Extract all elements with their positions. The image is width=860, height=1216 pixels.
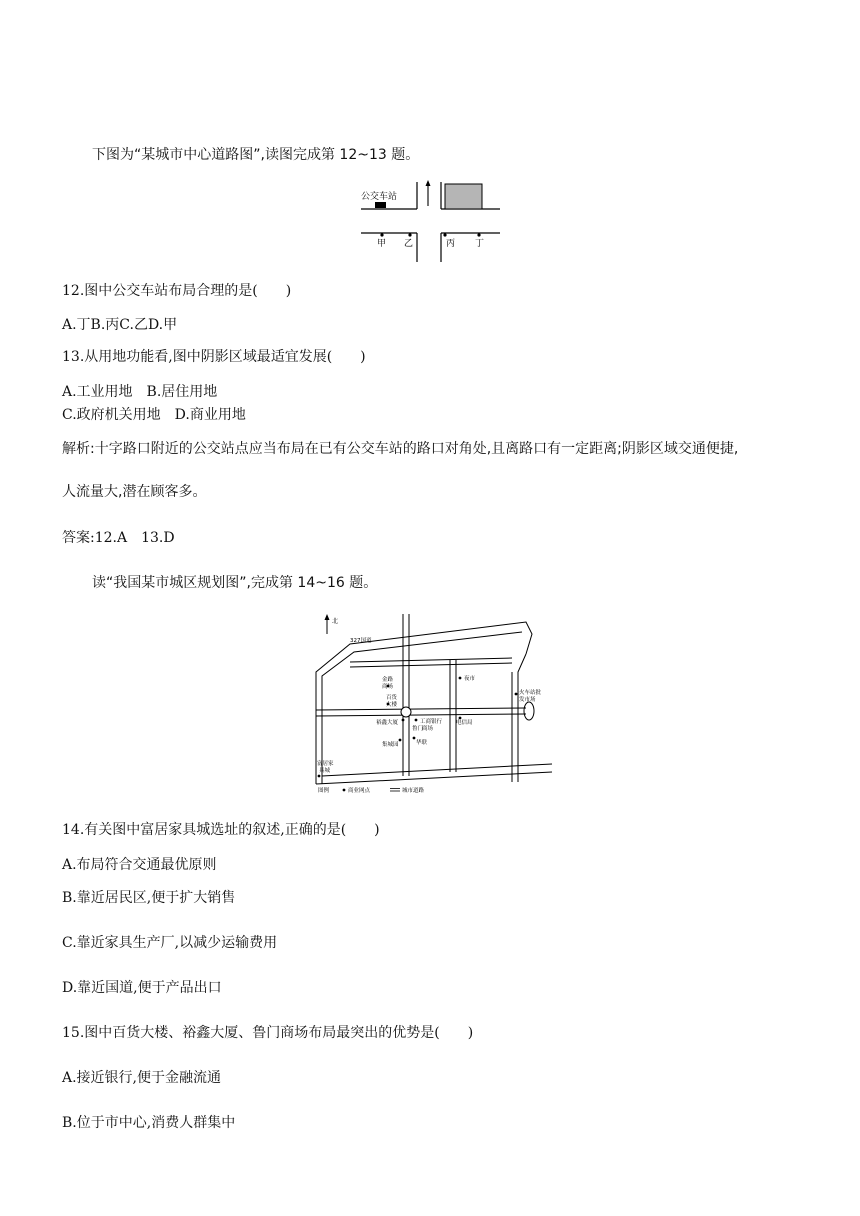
main-road <box>316 708 526 716</box>
label-huoche-2: 发市场 <box>519 697 536 703</box>
label-dianxin: 电信局 <box>456 720 473 726</box>
intro-text-14-16: 读“我国某市城区规划图”,完成第 14~16 题。 <box>92 575 378 591</box>
label-huashi: 华联 <box>416 740 428 746</box>
label-fuju-2: 具城 <box>319 768 331 774</box>
question-15-option-a: A.接近银行,便于金融流通 <box>62 1070 222 1086</box>
label-lumen-1: 鲁门 <box>412 726 424 732</box>
stop-point-ding <box>477 233 480 236</box>
city-road-figure <box>355 176 505 266</box>
city-planning-map <box>302 612 554 798</box>
label-yuxin: 裕鑫大厦 <box>376 720 399 726</box>
legend-point-icon <box>343 789 346 792</box>
question-13-stem: 13.从用地功能看,图中阴影区域最适宜发展( ) <box>62 349 366 365</box>
label-bing: 丙 <box>446 239 456 249</box>
label-jinlu-2: 商场 <box>382 684 394 690</box>
vertical-roads <box>350 614 512 776</box>
question-12-stem: 12.图中公交车站布局合理的是( ) <box>62 283 292 299</box>
question-13-options-row1: A.工业用地 B.居住用地 <box>62 384 218 400</box>
label-ding: 丁 <box>475 239 485 249</box>
question-15-option-b: B.位于市中心,消费人群集中 <box>62 1115 236 1131</box>
label-baihuo-2: 大楼 <box>386 702 398 708</box>
question-14-option-d: D.靠近国道,便于产品出口 <box>62 980 222 996</box>
shaded-area <box>445 184 482 209</box>
stop-point-bing <box>443 233 446 236</box>
label-fuju-1: 富居家 <box>317 761 334 767</box>
arrow-head-icon <box>426 180 431 186</box>
question-14-option-c: C.靠近家具生产厂,以减少运输费用 <box>62 935 278 951</box>
label-baihuo-1: 百货 <box>386 695 398 701</box>
intro-text-12-13: 下图为“某城市中心道路图”,读图完成第 12~13 题。 <box>92 147 420 163</box>
legend-title: 图例 <box>318 788 330 794</box>
bus-stop-label: 公交车站 <box>361 192 398 202</box>
label-jicheng: 集城园 <box>382 742 399 748</box>
question-14-stem: 14.有关图中富居家具城选址的叙述,正确的是( ) <box>62 822 380 838</box>
legend-point-label: 商业网点 <box>348 788 371 794</box>
question-15-stem: 15.图中百货大楼、裕鑫大厦、鲁门商场布局最突出的优势是( ) <box>62 1025 474 1041</box>
question-14-option-b: B.靠近居民区,便于扩大销售 <box>62 890 236 906</box>
question-12-options: A.丁B.丙C.乙D.甲 <box>62 317 178 333</box>
stop-point-yi <box>408 233 411 236</box>
label-jinlu-1: 金路 <box>382 677 394 683</box>
label-gongshang: 工商银行 <box>420 719 443 725</box>
road-327-label: 327国道 <box>350 638 372 644</box>
analysis-line-1: 解析:十字路口附近的公交站点应当布局在已有公交车站的路口对角处,且离路口有一定距离;阴影区域交通便捷, <box>62 441 739 457</box>
answer-line: 答案:12.A 13.D <box>62 530 175 546</box>
north-label: 北 <box>332 618 339 625</box>
label-yexin: 夜市 <box>464 676 476 682</box>
legend-road-label: 城市道路 <box>402 788 425 794</box>
label-yi: 乙 <box>404 239 414 249</box>
label-lumen-2: 商场 <box>422 726 434 732</box>
national-road-327 <box>316 622 552 784</box>
label-jia: 甲 <box>377 239 387 249</box>
north-arrowhead-icon <box>325 614 330 620</box>
central-roundabout <box>401 707 411 717</box>
question-13-options-row2: C.政府机关用地 D.商业用地 <box>62 407 246 423</box>
bus-stop-marker <box>375 202 386 208</box>
label-huoche-1: 火车站批 <box>519 690 542 696</box>
stop-point-jia <box>380 233 383 236</box>
railway-station-loop <box>524 702 534 720</box>
question-14-option-a: A.布局符合交通最优原则 <box>62 857 217 873</box>
analysis-line-2: 人流量大,潜在顾客多。 <box>62 484 207 500</box>
